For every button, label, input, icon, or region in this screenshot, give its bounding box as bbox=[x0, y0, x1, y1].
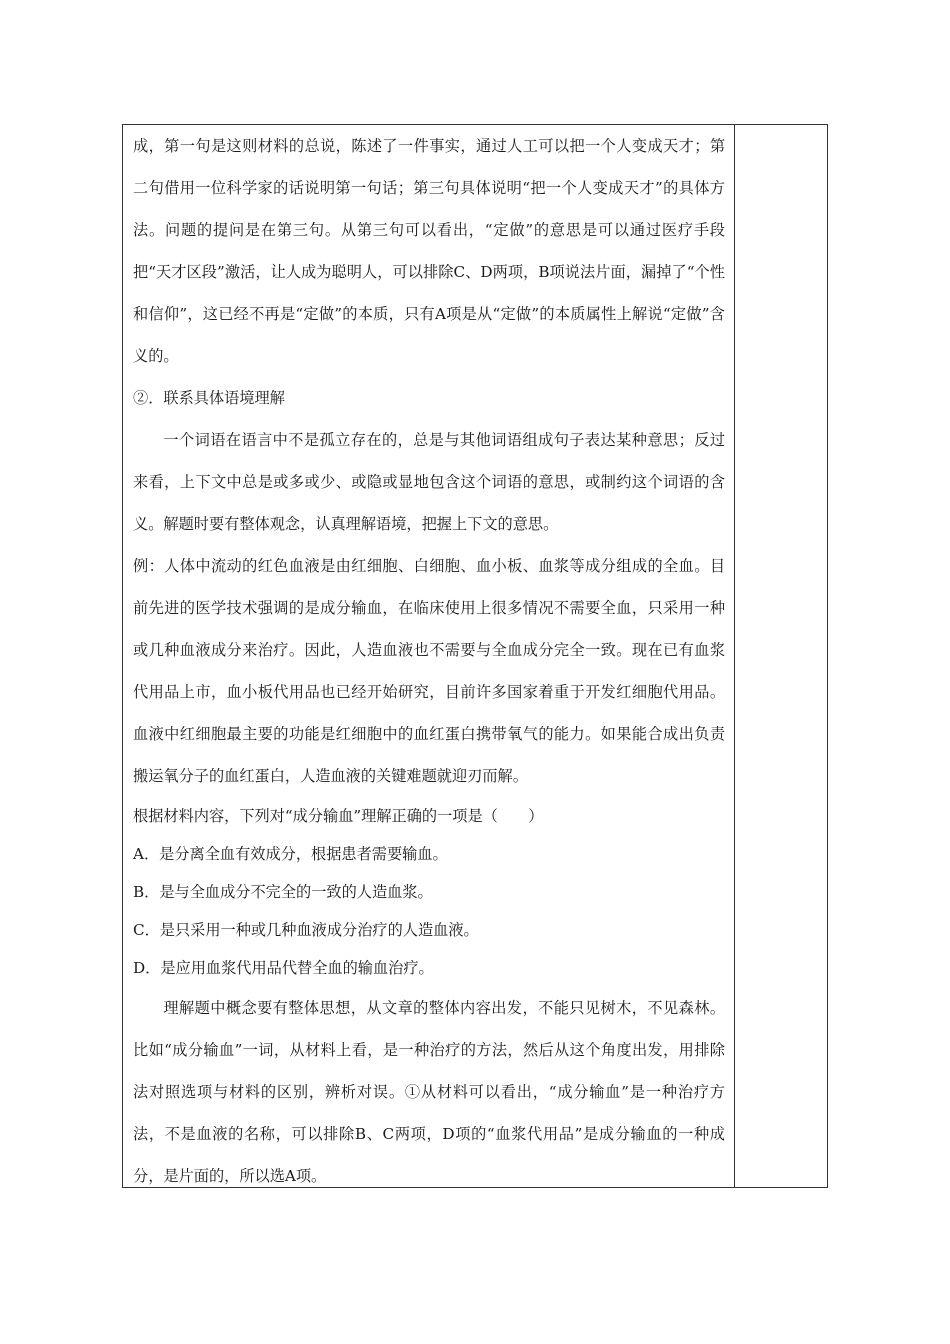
main-cell bbox=[133, 125, 725, 1197]
option-c: C．是只采用一种或几种血液成分治疗的人造血液。 bbox=[133, 921, 479, 939]
paragraph-example: 例：人体中流动的红色血液是由红细胞、白细胞、血小板、血浆等成分组成的全血。目前先进的医学技术强调的是成分输血，在临床使用上很多情况不需要全血，只采用一种或几种血液成分来治疗。因此，人造血液也不需要与全血成分完全一致。现在已有血浆代用品上市，血小板代用品也已经开始研究，目前许多国家着重于开发红细胞代用品。血液中红细胞最主要的功能是红细胞中的血红蛋白携带氧气的能力。如果能合成出负责搬运氧分子的血红蛋白，人造血液的关键难题就迎刃而解。 bbox=[133, 557, 725, 785]
question-text: 根据材料内容，下列对“成分输血”理解正确的一项是（ ） bbox=[133, 807, 544, 825]
option-a: A．是分离全血有效成分，根据患者需要输血。 bbox=[133, 845, 448, 863]
side-cell bbox=[735, 125, 827, 1187]
paragraph-explanation: 理解题中概念要有整体思想，从文章的整体内容出发，不能只见树木，不见森林。比如“成分输血”一词，从材料上看，是一种治疗的方法，然后从这个角度出发，用排除法对照选项与材料的区别，辨析对误。①从材料可以看出，“成分输血”是一种治疗方法，不是血液的名称，可以排除B、C两项，D项的“血浆代用品”是成分输血的一种成分，是片面的，所以选A项。 bbox=[133, 999, 725, 1185]
section-heading: ②．联系具体语境理解 bbox=[133, 389, 285, 407]
option-d: D．是应用血浆代用品代替全血的输血治疗。 bbox=[133, 959, 434, 977]
content-table bbox=[122, 124, 828, 1188]
paragraph-analysis-intro: 成，第一句是这则材料的总说，陈述了一件事实，通过人工可以把一个人变成天才；第二句借用一位科学家的话说明第一句话；第三句具体说明“把一个人变成天才”的具体方法。问题的提问是在第三句。从第三句可以看出，“定做”的意思是可以通过医疗手段把“天才区段”激活，让人成为聪明人，可以排除C、D两项，B项说法片面，漏掉了“个性和信仰”，这已经不再是“定做”的本质，只有A项是从“定做”的本质属性上解说“定做”含义的。 bbox=[133, 137, 725, 365]
paragraph-context: 一个词语在语言中不是孤立存在的，总是与其他词语组成句子表达某种意思；反过来看，上下文中总是或多或少、或隐或显地包含这个词语的意思，或制约这个词语的含义。解题时要有整体观念，认真理解语境，把握上下文的意思。 bbox=[133, 431, 725, 533]
option-b: B．是与全血成分不完全的一致的人造血浆。 bbox=[133, 883, 433, 901]
